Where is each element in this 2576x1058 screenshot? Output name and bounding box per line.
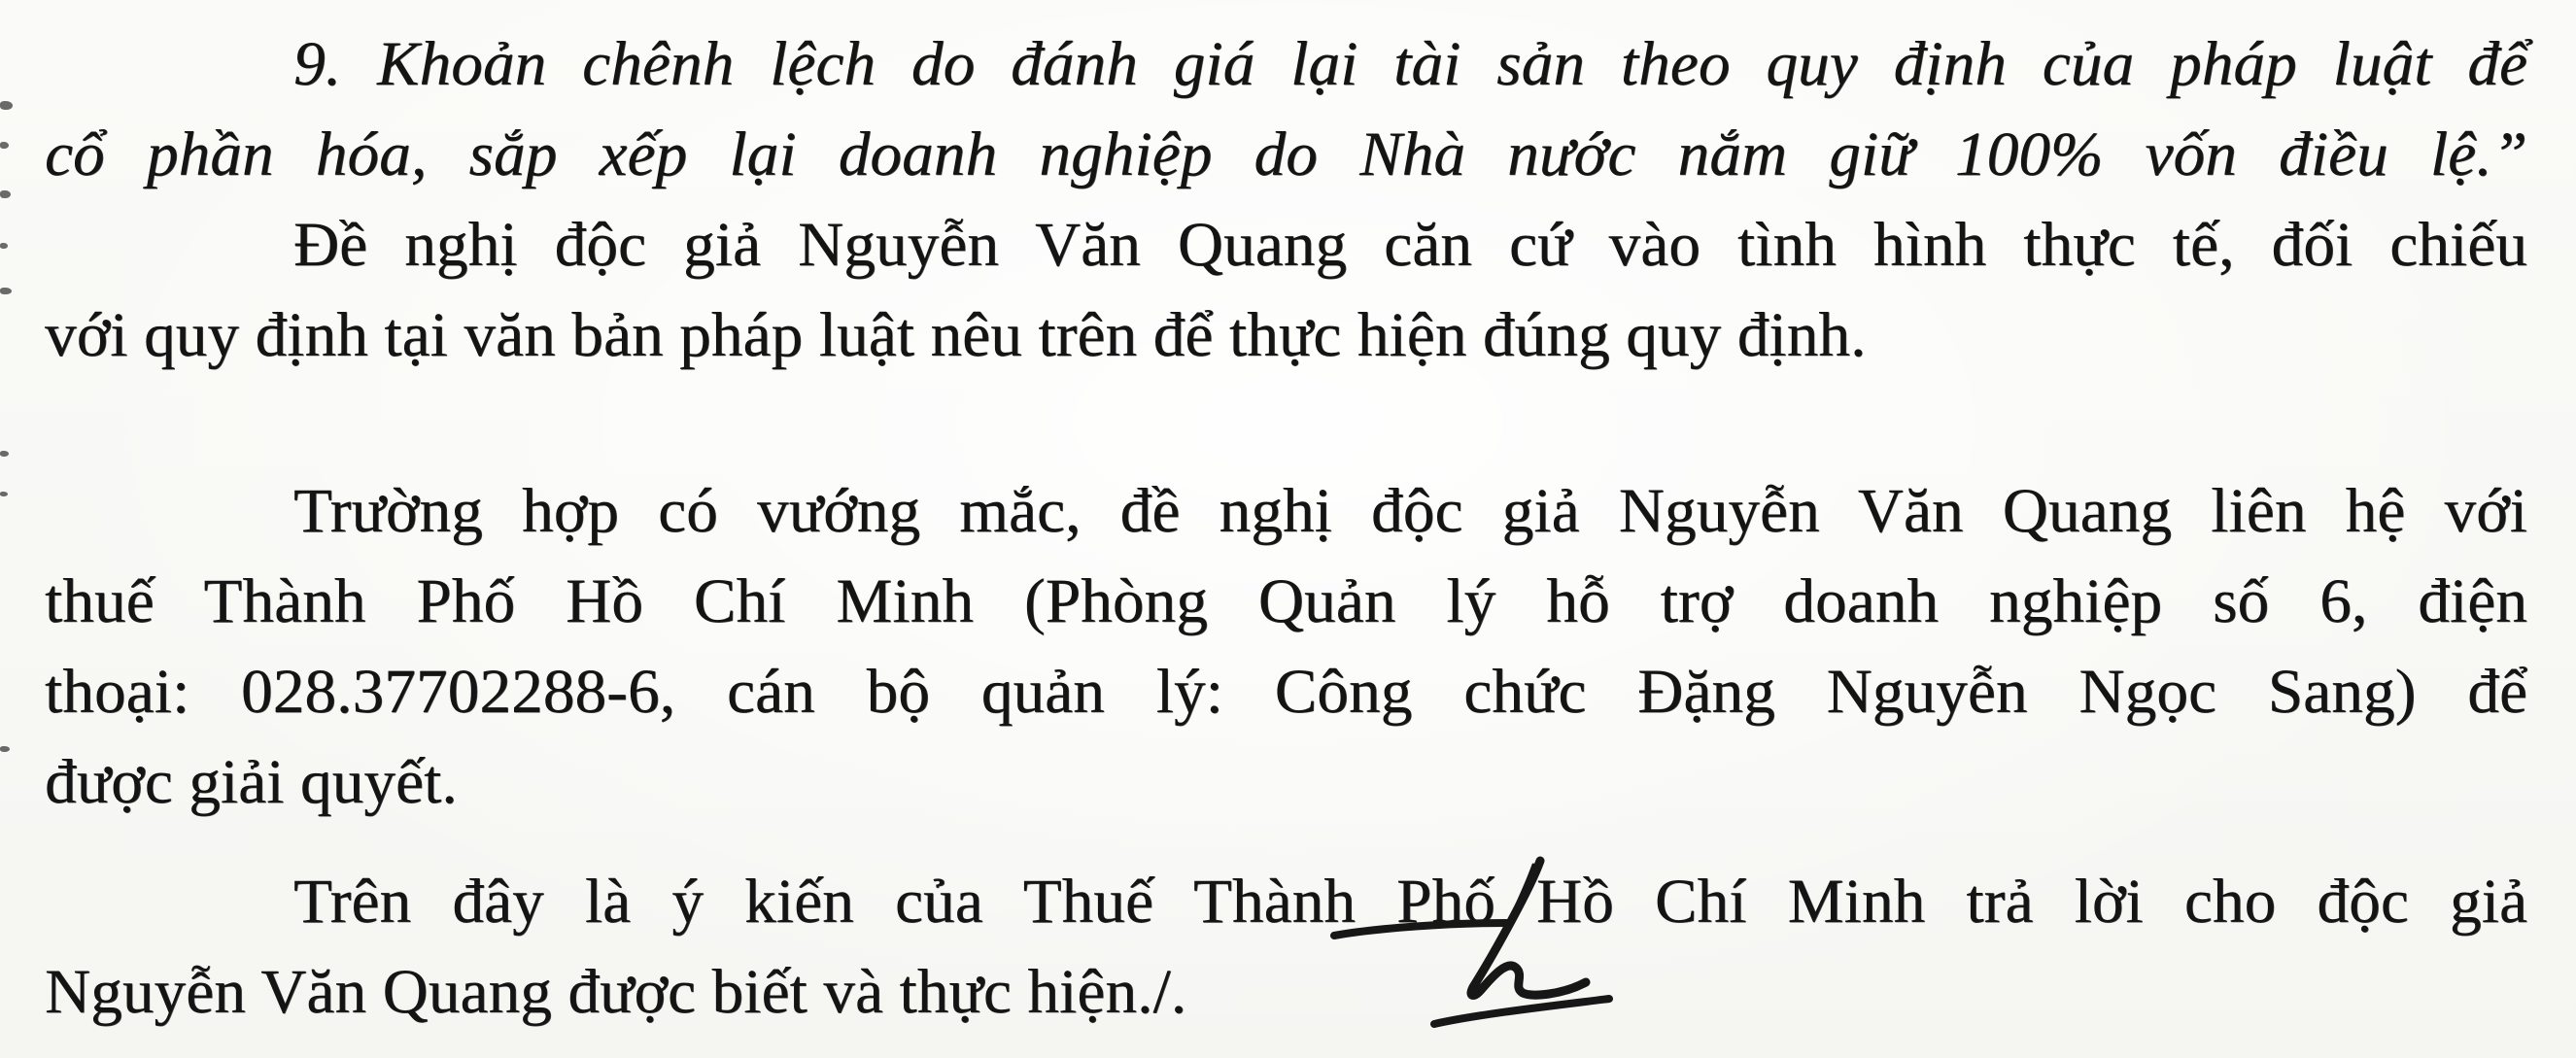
scan-artifact (0, 451, 9, 457)
document-line: Đề nghị độc giả Nguyễn Văn Quang căn cứ vào tình hình thực tế, đối chiếu (293, 210, 2527, 280)
document-line: Nguyễn Văn Quang được biết và thực hiện./. (45, 957, 1187, 1027)
scan-artifact (0, 101, 13, 110)
paragraph-legal-quote (45, 19, 2527, 200)
scan-artifact (0, 190, 11, 198)
paragraph-instruction (45, 200, 2527, 381)
paragraph-contact-info (45, 466, 2527, 828)
scan-artifact (0, 243, 8, 249)
document-line: Trên đây là ý kiến của Thuế Thành Phố Hồ Chí Minh trả lời cho độc giả (293, 867, 2527, 937)
scan-artifact (0, 288, 12, 294)
document-line: được giải quyết. (45, 747, 458, 817)
document-line: Trường hợp có vướng mắc, đề nghị độc giả Nguyễn Văn Quang liên hệ với (293, 476, 2527, 546)
document-line: 9. Khoản chênh lệch do đánh giá lại tài sản theo quy định của pháp luật để (293, 29, 2527, 99)
document-line: thuế Thành Phố Hồ Chí Minh (Phòng Quản lý hỗ trợ doanh nghiệp số 6, điện (45, 566, 2527, 636)
scan-artifact (0, 142, 9, 149)
paragraph-closing (45, 857, 2527, 1038)
scan-artifact (0, 492, 8, 496)
scan-artifact (0, 746, 10, 752)
document-line: thoại: 028.37702288-6, cán bộ quản lý: Công chức Đặng Nguyễn Ngọc Sang) để (45, 657, 2527, 727)
document-line: với quy định tại văn bản pháp luật nêu trên để thực hiện đúng quy định. (45, 300, 1867, 370)
document-line: cổ phần hóa, sắp xếp lại doanh nghiệp do Nhà nước nắm giữ 100% vốn điều lệ.” (45, 119, 2527, 189)
